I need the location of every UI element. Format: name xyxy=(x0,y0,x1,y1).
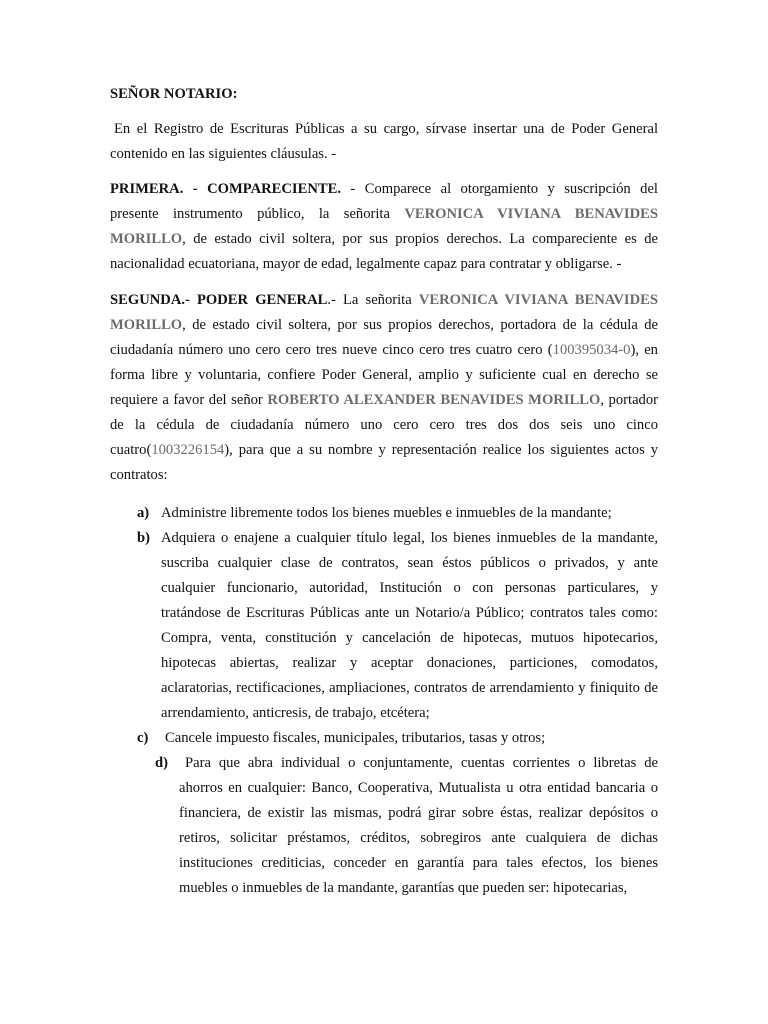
intro-paragraph: En el Registro de Escrituras Públicas a su cargo, sírvase insertar una de Poder General contenido en las siguientes cláusulas. - xyxy=(110,121,658,162)
list-item-text: Cancele impuesto fiscales, municipales, tributarios, tasas y otros; xyxy=(165,730,546,746)
list-item-text: Adquiera o enajene a cualquier título legal, los bienes inmuebles de la mandante, suscriba cualquier clase de contratos, sean éstos públicos o privados, y ante cualquier funcionario, autoridad, Institución o con personas particulares, y tratándose de Escrituras Públicas ante un Notario/a Público; contratos tales como: Compra, venta, constitución y cancelación de hipotecas, mutuos hipotecarios, hipotecas abiertas, realizar y aceptar donaciones, particiones, comodatos, aclaratorias, rectificaciones, ampliaciones, contratos de arrendamiento y finiquito de arrendamiento, anticresis, de trabajo, etcétera; xyxy=(161,530,658,721)
clause-segunda-text-3: ), en forma libre y voluntaria, confiere Poder General, amplio y suficiente cual en derecho se requiere a favor del señor xyxy=(110,342,658,408)
list-item xyxy=(110,526,658,726)
document-body xyxy=(110,82,658,901)
list-item-text: Para que abra individual o conjuntamente, cuentas corrientes o libretas de ahorros en cualquier: Banco, Cooperativa, Mutualista u otra entidad bancaria o financiera, de existir las mismas, podrá girar sobre éstas, realizar depósitos o retiros, solicitar préstamos, créditos, sobregiros ante cualquiera de dichas instituciones crediticias, conceder en garantía para tales efectos, los bienes muebles o inmuebles de la mandante, garantías que pueden ser: hipotecarias, xyxy=(179,755,658,896)
mandatario-name: ROBERTO ALEXANDER BENAVIDES MORILLO xyxy=(267,392,601,408)
clause-segunda xyxy=(110,288,658,488)
list-item xyxy=(110,501,658,526)
clause-primera-text-2: , de estado civil soltera, por sus propios derechos. La compareciente es de nacionalidad ecuatoriana, mayor de edad, legalmente capaz para contratar y obligarse. - xyxy=(110,231,658,272)
list-item-label: c) xyxy=(137,730,149,746)
clause-segunda-text-2: , de estado civil soltera, por sus propios derechos, portadora de la cédula de ciudadanía número uno cero cero tres nueve cinco cero tres cuatro cero ( xyxy=(110,317,658,358)
list-item-label: b) xyxy=(137,530,150,546)
clause-segunda-heading-2: - PODER GENERAL xyxy=(185,292,328,308)
list-item xyxy=(110,726,658,751)
mandatario-id-number: 1003226154 xyxy=(151,442,225,458)
powers-list xyxy=(110,501,658,901)
list-item-label: d) xyxy=(155,755,168,771)
clause-primera-text-1: - Comparece al otorgamiento y suscripción del presente instrumento público, la señorita xyxy=(110,181,658,222)
list-item-text: Administre libremente todos los bienes muebles e inmuebles de la mandante; xyxy=(161,505,612,521)
clause-segunda-heading: SEGUNDA. xyxy=(110,292,186,308)
clause-primera xyxy=(110,177,658,277)
compareciente-name: VERONICA VIVIANA BENAVIDES MORILLO xyxy=(110,206,658,247)
document-title: SEÑOR NOTARIO: xyxy=(110,86,238,102)
clause-primera-heading: PRIMERA. - COMPARECIENTE. xyxy=(110,181,341,197)
list-item xyxy=(110,751,658,901)
clause-segunda-text-5: ), para que a su nombre y representación realice los siguientes actos y contratos: xyxy=(110,442,658,483)
clause-segunda-text-1: .- La señorita xyxy=(327,292,419,308)
clause-segunda-text-4: , portador de la cédula de ciudadanía número uno cero cero tres dos dos seis uno cinco cuatro( xyxy=(110,392,658,458)
list-item-label: a) xyxy=(137,505,150,521)
mandante-id-number: 100395034-0 xyxy=(552,342,631,358)
mandante-name: VERONICA VIVIANA BENAVIDES MORILLO xyxy=(110,292,658,333)
